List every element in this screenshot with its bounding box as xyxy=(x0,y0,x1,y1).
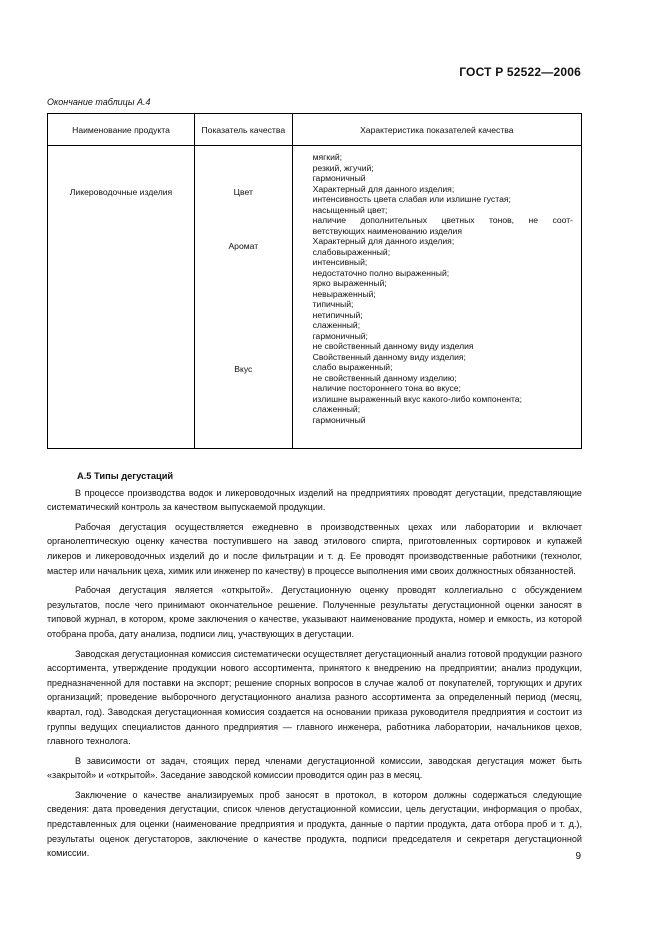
characteristic-line: типичный; xyxy=(312,299,354,309)
paragraph: Заключение о качестве анализируемых проб заносят в протокол, в котором должны содержаться следующие сведения: дата проведения дегустации, список членов дегустационной комиссии, цель дегустации, информация о пробах, представленных для оценки (наименование предприятия и продукта, данные о партии продукта, дата отбора проб и т. д.), результаты оценок дегустаторов, заключение о качестве продукта, подписи председателя и секретаря дегустационной комиссии. xyxy=(47,789,582,859)
paragraph: Рабочая дегустация является «открытой». Дегустационную оценку проводят коллегиально с обсуждением результатов, после чего принимают окончательное решение. Полученные результаты дегустационной оценки заносят в типовой журнал, в котором, кроме заключения о качестве, указывают наименование продукта, номер и емкость, из которой отобрана проба, дату анализа, подписи лиц, участвующих в дегустации. xyxy=(47,585,582,639)
characteristic-line: излишне выраженный вкус какого-либо компонента; xyxy=(312,393,522,404)
quality-table xyxy=(47,113,582,449)
characteristic-line: слабо выраженный; xyxy=(312,362,393,372)
characteristic-line: гармоничный xyxy=(312,414,366,425)
indicator-taste: Вкус xyxy=(234,364,253,374)
characteristic-line: гармоничный xyxy=(312,173,366,183)
paragraph: В зависимости от задач, стоящих перед членами дегустационной комиссии, заводская дегустация может быть «закрытой» и «открытой». Заседание заводской комиссии проводится один раз в месяц. xyxy=(47,755,582,781)
characteristic-line: гармоничный; xyxy=(312,330,368,341)
characteristic-line: недостаточно полно выраженный; xyxy=(312,267,450,278)
characteristic-line: ярко выраженный; xyxy=(312,278,387,288)
characteristic-line: невыраженный; xyxy=(312,288,376,299)
paragraph: В процессе производства водок и ликероводочных изделий на предприятиях проводят дегустации, представляющие систематический контроль за качеством выпускаемой продукции. xyxy=(47,487,582,513)
characteristic-line: резкий, жгучий; xyxy=(312,162,374,173)
characteristic-line: Характерный для данного изделия; xyxy=(312,183,455,194)
indicator-cell xyxy=(195,146,293,449)
document-header: ГОСТ Р 52522—2006 xyxy=(459,65,581,79)
section-title: А.5 Типы дегустаций xyxy=(77,471,174,481)
paragraph: Заводская дегустационная комиссия систематически осуществляет дегустационный анализ готовой продукции разного ассортимента, утверждение продукции нового ассортимента, принятого к внедрению на предприятии; анализ продукции, предназначенной для поставки на экспорт; решение спорных вопросов в случае жалоб от покупателей, торгующих и других организаций; проведение выборочного дегустационного анализа разного ассортимента за определенный период (месяц, квартал, год). Заводская дегустационная комиссия создается на основании приказа руководителя предприятия и состоит из группы ведущих специалистов данного предприятия — главного инженера, работника лаборатории, начальников цехов, главного технолога. xyxy=(47,648,582,747)
characteristic-line: интенсивность цвета слабая или излишне густая; xyxy=(312,194,511,204)
characteristic-line: не свойственный данному виду изделия xyxy=(312,341,474,351)
product-cell xyxy=(48,146,195,449)
column-header-indicator: Показатель качества xyxy=(195,114,293,146)
characteristic-line: наличие дополнительных цветных тонов, не соот- xyxy=(312,215,573,225)
characteristic-line: насыщенный цвет; xyxy=(312,204,388,215)
column-header-product: Наименование продукта xyxy=(48,114,195,146)
column-header-characteristics: Характеристика показателей качества xyxy=(292,114,581,146)
characteristic-line: мягкий; xyxy=(312,152,343,162)
table-caption: Окончание таблицы А.4 xyxy=(47,97,151,107)
characteristic-line: Характерный для данного изделия; xyxy=(312,236,455,246)
characteristic-line: слаженный; xyxy=(312,404,361,414)
characteristic-line: интенсивный; xyxy=(312,257,368,267)
characteristic-line: наличие постороннего тона во вкусе; xyxy=(312,383,461,393)
characteristic-line: слабовыраженный; xyxy=(312,246,391,257)
section-body xyxy=(47,469,582,866)
characteristic-line: нетипичный; xyxy=(312,309,363,320)
table-header-row xyxy=(48,114,582,146)
indicator-color: Цвет xyxy=(233,187,253,197)
table-row xyxy=(48,146,582,449)
characteristics-cell xyxy=(292,146,581,449)
indicator-aroma: Аромат xyxy=(228,241,259,251)
product-name: Ликероводочные изделия xyxy=(69,187,173,197)
characteristic-line: Свойственный данному виду изделия; xyxy=(312,351,466,362)
characteristic-line: не свойственный данному изделию; xyxy=(312,372,457,383)
paragraph: Рабочая дегустация осуществляется ежедневно в производственных цехах или лаборатории и включает органолептическую оценку качества поступившего на завод этилового спирта, приготовленных сортировок и купажей ликеров и ликероводочных изделий до и после фильтрации и т. д. Ее проводят производственные работники (технолог, мастер или начальник цеха, химик или инженер по качеству) в процессе выполнения ими своих должностных обязанностей. xyxy=(47,521,582,576)
page-number: 9 xyxy=(575,851,581,862)
characteristic-line: ветствующих наименованию изделия xyxy=(312,225,463,236)
characteristic-line: слаженный; xyxy=(312,320,361,330)
